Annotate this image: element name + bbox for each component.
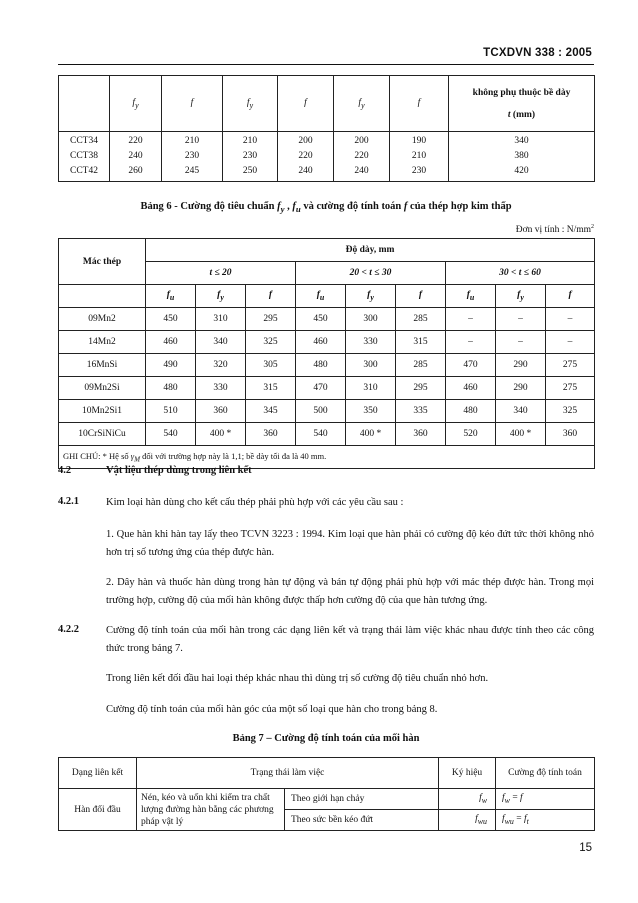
table-row — [59, 354, 595, 377]
section-4-2-title: Vật liệu thép dùng trong liên kết — [106, 465, 252, 476]
table-cell: 400 * — [496, 423, 546, 446]
table-cell: 290 — [496, 377, 546, 400]
table-cell: 360 — [396, 423, 446, 446]
table-cell: 400 * — [346, 423, 396, 446]
table-cell: 360 — [546, 423, 595, 446]
table-cell: 470 — [296, 377, 346, 400]
table-row — [59, 789, 595, 810]
table-cell: 470 — [446, 354, 496, 377]
table5-header-cell: f — [390, 76, 449, 132]
table-cell: 520 — [446, 423, 496, 446]
table6-units: Đơn vị tính : $N/mm^2$ — [515, 224, 594, 236]
table-cell: 305 — [246, 354, 296, 377]
table-cell: 360 — [246, 423, 296, 446]
table-cell: 09Mn2 — [59, 308, 146, 331]
table-cell: 480 — [296, 354, 346, 377]
table-cell: 330 — [196, 377, 246, 400]
table7-header-cell: Dạng liên kết — [59, 758, 137, 789]
table-cell: – — [496, 308, 546, 331]
section-4-2-number: 4.2 — [58, 465, 72, 476]
table6-empty — [59, 285, 146, 308]
table6-range: 20 < t ≤ 30 — [296, 262, 446, 285]
table6-title: Bảng 6 - Cường độ tiêu chuẩn $f_y$ , $f_u$ và cường độ tính toán f của thép hợp kim thấp — [140, 201, 512, 215]
table-cell: 300 — [346, 354, 396, 377]
table5-header-cell: f — [278, 76, 334, 132]
table6-subheader: $f_u$ — [146, 285, 196, 308]
table-7 — [58, 757, 595, 831]
table5-col: 200 220 240 — [278, 132, 334, 182]
table-cell: 540 — [296, 423, 346, 446]
page-header-title: TCXDVN 338 : 2005 — [483, 47, 592, 59]
table-cell: 500 — [296, 400, 346, 423]
table5-header-cell: $f_y$ — [334, 76, 390, 132]
table7-type: Hàn đối đầu — [59, 789, 137, 831]
table6-range: 30 < t ≤ 60 — [446, 262, 595, 285]
table5-header-cell: $f_y$ — [110, 76, 162, 132]
table-cell: – — [546, 308, 595, 331]
table7-desc: Nén, kéo và uốn khi kiểm tra chất lượng đường hàn bằng các phương pháp vật lý — [137, 789, 285, 831]
table6-col-do-day: Độ dày, mm — [146, 239, 595, 262]
section-4-2-2-para-2: Trong liên kết đối đầu hai loại thép khác nhau thì dùng trị số cường độ tiêu chuẩn nhỏ hơn. — [106, 673, 489, 684]
table-cell: 275 — [546, 377, 595, 400]
table-cell: – — [446, 308, 496, 331]
table-row — [59, 377, 595, 400]
table-cell: 10Mn2Si1 — [59, 400, 146, 423]
table5-col: 210 230 250 — [223, 132, 278, 182]
table-cell: – — [496, 331, 546, 354]
table-cell: 510 — [146, 400, 196, 423]
table6-range: t ≤ 20 — [146, 262, 296, 285]
table-row — [59, 308, 595, 331]
table7-formula: $f_w = f$ — [496, 789, 595, 810]
table6-col-mac-thep: Mác thép — [59, 239, 146, 285]
table6-subheader: f — [546, 285, 595, 308]
table7-state: Theo giới hạn chảy — [285, 789, 439, 810]
table-cell: 315 — [246, 377, 296, 400]
table-cell: 450 — [146, 308, 196, 331]
section-4-2-1-item-1: 1. Que hàn khi hàn tay lấy theo TCVN 3223 : 1994. Kim loại que hàn phải có cường độ kéo đứt tức thời không nhỏ hơn trị số tương ứng của thép được hàn. — [106, 529, 594, 558]
table-cell: 325 — [246, 331, 296, 354]
table7-symbol: $f_w$ — [439, 789, 496, 810]
table-cell: 310 — [346, 377, 396, 400]
table5-header-cell: f — [162, 76, 223, 132]
table-cell: 335 — [396, 400, 446, 423]
table6-subheader: $f_y$ — [496, 285, 546, 308]
table7-header-cell: Cường độ tính toán — [496, 758, 595, 789]
table6-subheader: $f_u$ — [446, 285, 496, 308]
table7-symbol: $f_{wu}$ — [439, 810, 496, 831]
header-rule — [58, 64, 594, 65]
table-cell: 320 — [196, 354, 246, 377]
table-cell: 290 — [496, 354, 546, 377]
table-cell: 285 — [396, 354, 446, 377]
table-cell: 330 — [346, 331, 396, 354]
table6-subheader: $f_y$ — [196, 285, 246, 308]
table5-header-empty — [59, 76, 110, 132]
table-cell: 325 — [546, 400, 595, 423]
table7-header-cell: Trạng thái làm việc — [137, 758, 439, 789]
table-cell: 10CrSiNiCu — [59, 423, 146, 446]
table6-note: GHI CHÚ: * Hệ số $\gamma_M$ đối với trường hợp này là 1,1; bề dày tối đa là 40 mm. — [59, 446, 595, 469]
table6-header-row-3 — [59, 285, 595, 308]
table7-formula: $f_{wu} = f_t$ — [496, 810, 595, 831]
table6-subheader: $f_y$ — [346, 285, 396, 308]
table6-header-row-1 — [59, 239, 595, 262]
table-row — [59, 423, 595, 446]
table5-header-row — [59, 76, 595, 132]
table6-subheader: $f_u$ — [296, 285, 346, 308]
table7-header-cell: Ký hiệu — [439, 758, 496, 789]
table-cell: – — [546, 331, 595, 354]
table-row — [59, 400, 595, 423]
table-cell: 490 — [146, 354, 196, 377]
table-cell: 480 — [146, 377, 196, 400]
table-cell: 450 — [296, 308, 346, 331]
table-cell: 350 — [346, 400, 396, 423]
table-cell: 300 — [346, 308, 396, 331]
table-cell: 460 — [146, 331, 196, 354]
table7-state: Theo sức bền kéo đứt — [285, 810, 439, 831]
table5-data-row — [59, 132, 595, 182]
table-cell: 345 — [246, 400, 296, 423]
table-5 — [58, 75, 595, 182]
table5-col: 220 240 260 — [110, 132, 162, 182]
table-cell: – — [446, 331, 496, 354]
section-4-2-2-para-3: Cường độ tính toán của mối hàn góc của một số loại que hàn cho trong bảng 8. — [106, 704, 438, 715]
table-cell: 340 — [496, 400, 546, 423]
section-4-2-2-text: Cường độ tính toán của mối hàn trong các dạng liên kết và trạng thái làm việc khác nhau được tính theo các công thức trong bảng 7. — [106, 625, 594, 654]
table7-header-row — [59, 758, 595, 789]
table7-title: Bảng 7 – Cường độ tính toán của mối hàn — [232, 733, 420, 744]
table5-col-steel: CCT34 CCT38 CCT42 — [59, 132, 110, 182]
table-cell: 460 — [296, 331, 346, 354]
table-cell: 460 — [446, 377, 496, 400]
table-cell: 310 — [196, 308, 246, 331]
table-cell: 285 — [396, 308, 446, 331]
table5-col: 190 210 230 — [390, 132, 449, 182]
table5-col: 210 230 245 — [162, 132, 223, 182]
table5-header-cell: $f_y$ — [223, 76, 278, 132]
table5-header-thickness: không phụ thuộc bề dày t (mm) — [449, 76, 595, 132]
table5-col: 200 220 240 — [334, 132, 390, 182]
section-4-2-1-text: Kim loại hàn dùng cho kết cấu thép phải phù hợp với các yêu cầu sau : — [106, 497, 404, 508]
table-cell: 14Mn2 — [59, 331, 146, 354]
table-cell: 295 — [396, 377, 446, 400]
table6-subheader: f — [246, 285, 296, 308]
table-cell: 315 — [396, 331, 446, 354]
section-4-2-1-item-2: 2. Dây hàn và thuốc hàn dùng trong hàn tự động và bán tự động phải phù hợp với mác thép được hàn. Trong mọi trường hợp, cường độ của mối hàn không được thấp hơn cường độ của que hàn tương ứng. — [106, 577, 594, 606]
table-row — [59, 331, 595, 354]
table-cell: 275 — [546, 354, 595, 377]
section-4-2-2-number: 4.2.2 — [58, 624, 79, 635]
table-6 — [58, 238, 595, 469]
page-number: 15 — [579, 842, 592, 854]
table-cell: 295 — [246, 308, 296, 331]
table-cell: 340 — [196, 331, 246, 354]
table5-col: 340 380 420 — [449, 132, 595, 182]
table6-subheader: f — [396, 285, 446, 308]
table-cell: 480 — [446, 400, 496, 423]
table-cell: 360 — [196, 400, 246, 423]
table-cell: 09Mn2Si — [59, 377, 146, 400]
table-cell: 16MnSi — [59, 354, 146, 377]
section-4-2-1-number: 4.2.1 — [58, 496, 79, 507]
table-cell: 400 * — [196, 423, 246, 446]
table-cell: 540 — [146, 423, 196, 446]
